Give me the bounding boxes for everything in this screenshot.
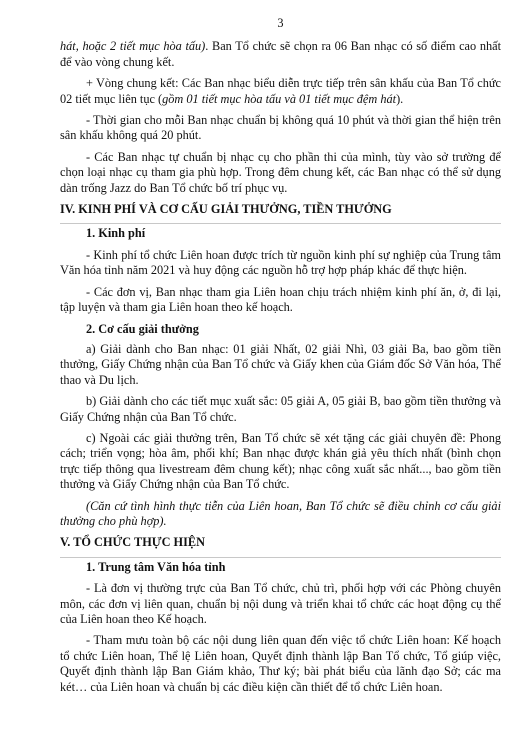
heading-divider [60,557,501,558]
paragraph-band-awards: a) Giải dành cho Ban nhạc: 01 giải Nhất, 02 giải Nhì, 03 giải Ba, bao gồm tiền thưởng, Giấy Chứng nhận của Ban Tổ chức và Giấy khen của Giám đốc Sở Văn hóa, Thể thao và Du lịch. [60,341,501,387]
section-heading-implementation: V. TỔ CHỨC THỰC HIỆN [60,535,205,550]
subheading-budget: 1. Kinh phí [86,226,146,241]
paragraph-time-limit: - Thời gian cho mỗi Ban nhạc chuẩn bị không quá 10 phút và thời gian thể hiện trên sân khấu không quá 20 phút. [60,113,501,143]
subheading-culture-center: 1. Trung tâm Văn hóa tỉnh [86,559,226,574]
paragraph-italic-text: hát, hoặc 2 tiết mục hòa tấu) [60,39,206,54]
heading-divider [60,223,501,224]
paragraph-text: + Vòng chung kết: Các Ban nhạc biểu diễn trực tiếp trên sân khấu của Ban Tổ chức 02 tiết mục liên tục ( [60,76,501,106]
paragraph-italic-text: gồm 01 tiết mục hòa tấu và 01 tiết mục đệm hát [162,91,397,106]
page-number: 3 [277,16,284,30]
paragraph-special-awards: c) Ngoài các giải thưởng trên, Ban Tổ chức sẽ xét tặng các giải chuyên đề: Phong cách; triển vọng; hòa âm, phối khí; Ban nhạc được khán giả yêu thích nhất (bình chọn trực tiếp thông qua livestream đêm chung kết); nhạc công xuất sắc nhất..., bao gồm tiền thưởng và Giấy Chứng nhận của Ban Tổ chức. [60,430,501,492]
section-heading-budget-awards: IV. KINH PHÍ VÀ CƠ CẤU GIẢI THƯỞNG, TIỀN THƯỞNG [60,202,392,217]
paragraph-standing-unit: - Là đơn vị thường trực của Ban Tổ chức, chủ trì, phối hợp với các Phòng chuyên môn, các đơn vị liên quan, chuẩn bị nội dung và triển khai tổ chức các hoạt động cụ thể của Liên hoan theo Kế hoạch. [60,581,501,626]
subheading-award-structure: 2. Cơ cấu giải thưởng [86,321,199,336]
paragraph-final-round [60,76,501,107]
paragraph-budget-source: - Kinh phí tổ chức Liên hoan được trích từ nguồn kinh phí sự nghiệp của Trung tâm Văn hóa tỉnh năm 2021 và huy động các nguồn hỗ trợ hợp pháp khác để thực hiện. [60,247,501,278]
paragraph-performance-awards: b) Giải dành cho các tiết mục xuất sắc: 05 giải A, 05 giải B, bao gồm tiền thưởng và Giấy Chứng nhận của Ban Tổ chức. [60,394,501,424]
paragraph-participant-costs: - Các đơn vị, Ban nhạc tham gia Liên hoan chịu trách nhiệm kinh phí ăn, ở, đi lại, tập luyện và tham gia Liên hoan theo kế hoạch. [60,284,501,315]
paragraph-instruments: - Các Ban nhạc tự chuẩn bị nhạc cụ cho phần thi của mình, tùy vào sở trường để chọn loại nhạc cụ tham gia phù hợp. Trong đêm chung kết, các Ban nhạc có thể sử dụng dàn trống Jazz do Ban Tổ chức bố trí phục vụ. [60,149,501,195]
paragraph-advisory-tasks: - Tham mưu toàn bộ các nội dung liên quan đến việc tổ chức Liên hoan: Kế hoạch tổ chức Liên hoan, Thể lệ Liên hoan, Quyết định thành lập Ban Tổ chức, Tổ giúp việc, Quyết định thành lập Ban Giám khảo, Thư ký; bài phát biểu của lãnh đạo Sở; các ma két… của Liên hoan và chuẩn bị các điều kiện cần thiết để tổ chức Liên hoan. [60,633,501,694]
paragraph-selection-round [60,39,501,70]
paragraph-award-note: (Căn cứ tình hình thực tiễn của Liên hoan, Ban Tổ chức sẽ điều chỉnh cơ cấu giải thưởng cho phù hợp). [60,498,501,528]
paragraph-text-end: ). [396,91,404,106]
paragraph-text: . Ban Tổ chức sẽ chọn ra 06 Ban nhạc có số điểm cao nhất để vào vòng chung kết. [60,39,501,69]
